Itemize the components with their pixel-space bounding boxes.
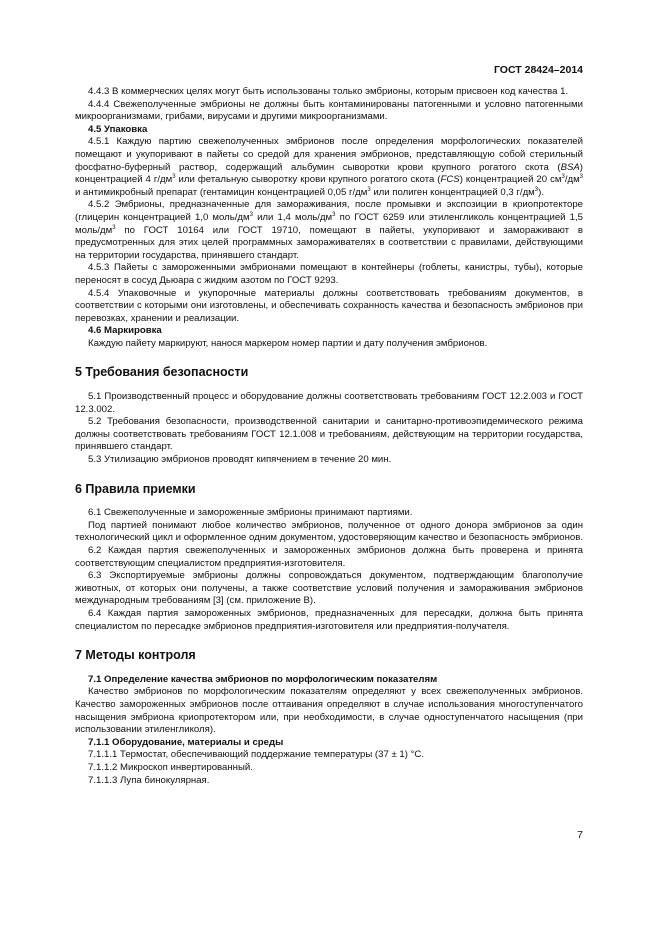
clause-5-2: 5.2 Требования безопасности, производственной санитарии и санитарно-противоэпидемического режима должны соответствовать требованиям ГОСТ 12.1.008 и требованиям, действующим на территории государства, принявшего стандарт.: [75, 416, 583, 453]
subsection-heading-7-1-1: 7.1.1 Оборудование, материалы и среды: [88, 736, 284, 748]
clause-5-3: 5.3 Утилизацию эмбрионов проводят кипячением в течение 20 мин.: [88, 454, 392, 466]
clause-7-1-1-3: 7.1.1.3 Лупа бинокулярная.: [88, 774, 210, 786]
clause-4-5-1: 4.5.1 Каждую партию свежеполученных эмбрионов после определения морфологических показателей помещают и укупоривают в пайеты со средой для хранения эмбрионов, представляющую собой стерильный фосфатно-буферный раствор, содержащий альбумин сыворотки крови крупного рогатого скота (BSA) концентрацией 4 $г/дм^3$ или фетальную сыворотку крови крупного рогатого скота (FCS) концентрацией 20 $см^3/дм^3$ и антимикробный препарат (гентамицин концентрацией 0,05 $г/дм^3$ или полиген концентрацией 0,3 $г/дм^3$).: [75, 136, 584, 198]
clause-6-1: 6.1 Свежеполученные и замороженные эмбрионы принимают партиями.: [88, 507, 413, 519]
page-content: [75, 86, 583, 787]
section-heading-6: 6 Правила приемки: [75, 481, 196, 496]
clause-6-1-definition: Под партией понимают любое количество эмбрионов, полученное от одного донора эмбрионов за один технологический цикл и оформленное одним документом, удостоверяющим качество и безопасность эмбрионов.: [75, 519, 584, 544]
clause-7-1-1-1: 7.1.1.1 Термостат, обеспечивающий поддержание температуры (37 ± 1) °С.: [88, 749, 424, 761]
clause-4-5-2: 4.5.2 Эмбрионы, предназначенные для замораживания, после промывки и экспозиции в криопротекторе (глицерин концентрацией 1,0 моль/$дм^3$ или 1,4 моль/$дм^3$ по ГОСТ 6259 или этиленгликоль концентрацией 1,5 моль/$дм^3$ по ГОСТ 10164 или ГОСТ 19710, помещают в пайеты, укупоривают и замораживают в предусмотренных для этих целей программных замораживателях в соответствии с правилами, действующими на территории государства, принявшего стандарт.: [75, 199, 583, 261]
clause-6-2: 6.2 Каждая партия свежеполученных и замороженных эмбрионов должна быть проверена и принята соответствующим специалистом предприятия-изготовителя.: [75, 545, 583, 569]
section-heading-7: 7 Методы контроля: [75, 648, 196, 663]
page-number: 7: [577, 829, 583, 841]
clause-4-4-3: 4.4.3 В коммерческих целях могут быть использованы только эмбрионы, которым присвоен код качества 1.: [88, 86, 569, 97]
subsection-heading-4-6: 4.6 Маркировка: [88, 325, 162, 337]
document-code-header: ГОСТ 28424–2014: [493, 64, 583, 76]
clause-4-4-4: 4.4.4 Свежеполученные эмбрионы не должны быть контаминированы патогенными и условно патогенными микроорганизмами, грибами, вирусами и другими микроорганизмами.: [75, 98, 583, 123]
clause-7-1-1-2: 7.1.1.2 Микроскоп инвертированный.: [88, 761, 253, 773]
clause-5-1: 5.1 Производственный процесс и оборудование должны соответствовать требованиям ГОСТ 12.2.003 и ГОСТ 12.3.002.: [75, 391, 583, 415]
clause-4-6-text: Каждую пайету маркируют, нанося маркером номер партии и дату получения эмбрионов.: [88, 337, 488, 349]
clause-6-4: 6.4 Каждая партия замороженных эмбрионов, предназначенных для пересадки, должна быть принята специалистом по пересадке эмбрионов предприятия-изготовителя или предприятия-получателя.: [75, 607, 583, 632]
subsection-heading-7-1: 7.1 Определение качества эмбрионов по морфологическим показателям: [88, 673, 438, 685]
clause-7-1-text: Качество эмбрионов по морфологическим показателям определяют у всех свежеполученных эмбрионов. Качество замороженных эмбрионов после оттаивания определяют в случае использования многоступенчатого насыщения эмбриона криопротектором или, при необходимости, в случае одноступенчатого насыщения (при использовании этиленгликоля).: [75, 686, 583, 736]
clause-4-5-3: 4.5.3 Пайеты с замороженными эмбрионами помещают в контейнеры (гоблеты, канистры, тубы), которые переносят в сосуд Дьюара с жидким азотом по ГОСТ 9293.: [75, 262, 583, 286]
subsection-heading-4-5: 4.5 Упаковка: [88, 123, 148, 135]
clause-4-5-4: 4.5.4 Упаковочные и укупорочные материалы должны соответствовать требованиям документов, в соответствии с которыми они изготовлены, и обеспечивать сохранность качества и безопасность эмбрионов при перевозках, хранении и реализации.: [75, 287, 583, 324]
clause-6-3: 6.3 Экспортируемые эмбрионы должны сопровождаться документом, подтверждающим благополучие животных, от которых они получены, а также соответствие условий получения и замораживания эмбрионов международным требованиям [3] (см. приложение В).: [75, 570, 583, 607]
section-heading-5: 5 Требования безопасности: [75, 365, 249, 380]
